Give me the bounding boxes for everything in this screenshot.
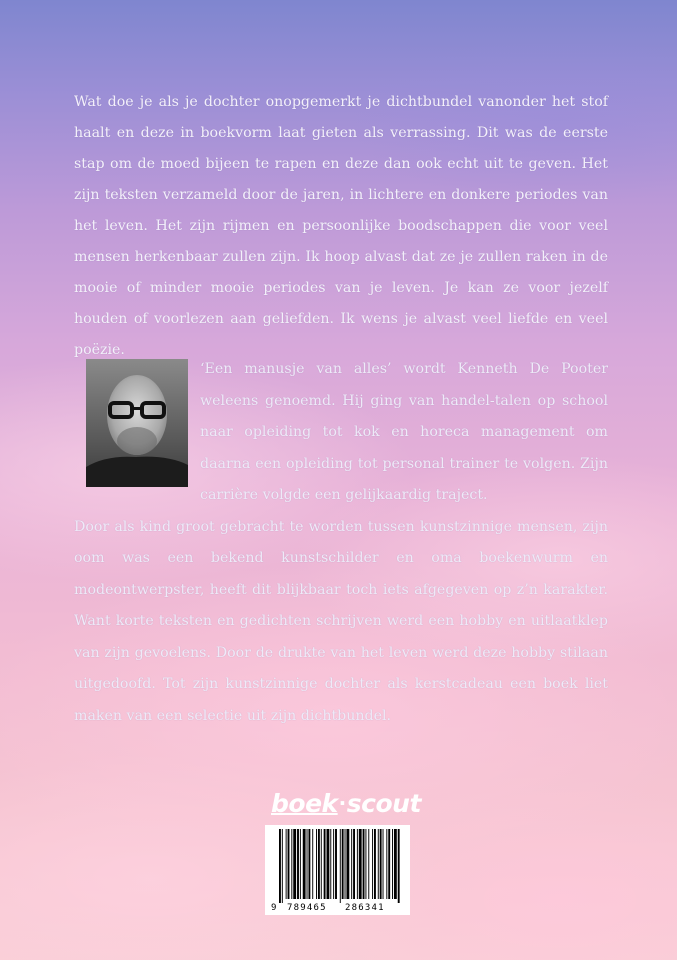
barcode-bar (386, 829, 387, 899)
barcode-bar (312, 829, 313, 899)
barcode-bar (398, 829, 400, 903)
barcode-bar (291, 829, 292, 899)
barcode-bar (288, 829, 290, 899)
barcode-bar (368, 829, 369, 899)
barcode-bar (342, 829, 344, 899)
barcode-bar (300, 829, 301, 899)
barcode-bar (345, 829, 346, 899)
barcode-bar (363, 829, 365, 899)
barcode-bar (359, 829, 362, 899)
barcode-digits-right: 286341 (345, 903, 385, 913)
barcode-bar (372, 829, 373, 899)
barcode-bar (279, 829, 281, 903)
barcode-bar (330, 829, 331, 899)
barcode-bar (394, 829, 397, 899)
author-photo (86, 359, 188, 487)
barcode-bar (378, 829, 379, 899)
barcode-bar (324, 829, 326, 899)
barcode-bar (321, 829, 322, 899)
barcode-bar (303, 829, 306, 899)
barcode-bar (307, 829, 308, 899)
barcode-bar (316, 829, 317, 899)
barcode-bar (293, 829, 296, 899)
barcode-bars (279, 829, 400, 903)
barcode-bar (388, 829, 390, 899)
barcode-bar (380, 829, 382, 899)
barcode-bar (340, 829, 341, 903)
barcode-bar (318, 829, 320, 899)
barcode-bar (346, 829, 349, 899)
barcode-bar (327, 829, 330, 899)
barcode-digits-left: 789465 (287, 903, 327, 913)
barcode-bar (353, 829, 355, 899)
barcode-bar (333, 829, 334, 899)
isbn-barcode (265, 825, 410, 915)
barcode-bar (383, 829, 384, 899)
logo-part-scout: scout (346, 789, 421, 818)
barcode-bar (392, 829, 393, 899)
barcode-bar (286, 829, 287, 899)
barcode-bar (282, 829, 283, 903)
barcode-bar (351, 829, 352, 899)
barcode-lead-digit: 9 (271, 903, 277, 913)
barcode-bar (297, 829, 299, 899)
barcode-bar (365, 829, 366, 899)
bio-paragraph-2: Door als kind groot gebracht te worden tussen kunstzinnige mensen, zijn oom was een bekend kunstschilder en oma boekenwurm en modeontwerpster, heeft dit blijkbaar toch iets afgegeven op z’n karakter. Want korte teksten en gedichten schrijven werd een hobby en uitlaatklep van zijn gevoelens. Door de drukte van het leven werd deze hobby stilaan uitgedoofd. Tot zijn kunstzinnige dochter als kerstcadeau een boek liet maken van een selectie uit zijn dichtbundel. (74, 518, 608, 724)
author-bio (74, 354, 608, 732)
logo-separator: · (338, 791, 346, 815)
barcode-bar (374, 829, 376, 899)
publisher-logo (271, 786, 421, 820)
barcode-bar (357, 829, 358, 899)
logo-part-boek: boek (271, 789, 338, 818)
barcode-bar (335, 829, 337, 899)
bio-paragraph-1: ‘Een manusje van alles’ wordt Kenneth De Pooter weleens genoemd. Hij ging van handel-talen op school naar opleiding tot kok en horeca management om daarna een opleiding tot personal trainer te volgen. Zijn carrière volgde een gelijkaardig traject. (200, 361, 608, 503)
intro-paragraph: Wat doe je als je dochter onopgemerkt je dichtbundel vanonder het stof haalt en deze in boekvorm laat gieten als verrassing. Dit was de eerste stap om de moed bijeen te rapen en deze dan ook echt uit te geven. Het zijn teksten verzameld door de jaren, in lichtere en donkere periodes van het leven. Het zijn rijmen en persoonlijke boodschappen die voor veel mensen herkenbaar zullen zijn. Ik hoop alvast dat ze je zullen raken in de mooie of minder mooie periodes van je leven. Je kan ze voor jezelf houden of voorlezen aan geliefden. Ik wens je alvast veel liefde en veel poëzie. (74, 94, 608, 358)
barcode-bar (308, 829, 310, 899)
